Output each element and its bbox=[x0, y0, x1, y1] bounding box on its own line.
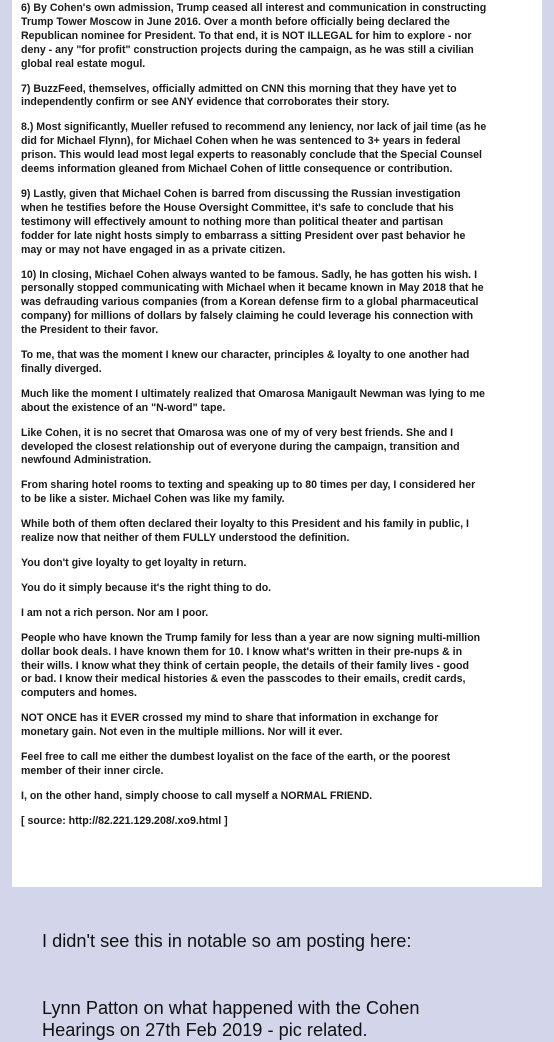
paragraph-not-rich: I am not a rich person. Nor am I poor. bbox=[21, 606, 209, 619]
paragraph-omarosa-tape: Much like the moment I ultimately realized that Omarosa Manigault Newman was lying to me about the existence of an "N-word" tape. bbox=[21, 387, 485, 414]
paragraph-9: 9) Lastly, given that Michael Cohen is barred from discussing the Russian investigation when he testifies before the House Oversight Committee, it's safe to conclude that his testimony will effectively amount to nothing more than political theater and partisan fodder for late night hosts simply to embarrass a sitting President over past behavior he may or may not have engaged in as a private citizen. bbox=[21, 187, 466, 256]
paragraph-feel-free: Feel free to call me either the dumbest loyalist on the face of the earth, or the poorest member of their inner circle. bbox=[21, 751, 451, 777]
caption-gap bbox=[42, 952, 532, 974]
paragraph-loyalty-return: You don't give loyalty to get loyalty in return. bbox=[21, 557, 247, 569]
caption-line-2: Lynn Patton on what happened with the Cohen Hearings on 27th Feb 2019 - pic related. bbox=[42, 997, 420, 1040]
source-line: [ source: http://82.221.129.208/.xo9.html ] bbox=[21, 814, 228, 827]
paragraph-8: 8.) Most significantly, Mueller refused to recommend any leniency, nor lack of jail time (as he did for Michael Flynn), for Michael Cohen when he was sentenced to 3+ years in federal prison. This would lead most legal experts to reasonably conclude that the Special Counsel deems information gleaned from Michael Cohen of little consequence or contribution. bbox=[21, 121, 487, 176]
paragraph-6: 6) By Cohen's own admission, Trump ceased all interest and communication in constructing Trump Tower Moscow in June 2016. Over a month before officially being declared the Republican nominee for President. To that end, it is NOT ILLEGAL for him to explore - nor deny - any "for profit" construction projects during the campaign, as he was still a civilian global real estate mogul. bbox=[21, 2, 487, 70]
screenshot-document bbox=[12, 0, 542, 887]
paragraph-sister: From sharing hotel rooms to texting and speaking up to 80 times per day, I considered her to be like a sister. Michael Cohen was like my family. bbox=[21, 479, 476, 506]
paragraph-loyalty-public: While both of them often declared their loyalty to this President and his family in public, I realize now that neither of them FULLY understood the definition. bbox=[21, 518, 469, 545]
paragraph-10: 10) In closing, Michael Cohen always wanted to be famous. Sadly, he has gotten his wish. I personally stopped communicating with Michael when it became known in May 2018 that he was defrauding various companies (from a Korean defense firm to a global pharmaceutical company) for millions of dollars by falsely claiming he could leverage his connection with the President to their favor. bbox=[21, 268, 484, 337]
caption-line-1: I didn't see this in notable so am posting here: bbox=[42, 930, 412, 951]
paragraph-not-once: NOT ONCE has it EVER crossed my mind to share that information in exchange for monetary gain. Not even in the multiple millions. Nor will it ever. bbox=[21, 712, 439, 739]
post-caption bbox=[42, 907, 532, 1042]
paragraph-omarosa-friend: Like Cohen, it is no secret that Omarosa was one of my of very best friends. She and I developed the closest relationship out of everyone during the campaign, transition and newfound Administration. bbox=[21, 426, 460, 467]
paragraph-moment: To me, that was the moment I knew our character, principles & loyalty to one another had finally diverged. bbox=[21, 349, 470, 375]
paragraph-normal-friend: I, on the other hand, simply choose to call myself a NORMAL FRIEND. bbox=[21, 789, 373, 802]
paragraph-right-thing: You do it simply because it's the right thing to do. bbox=[21, 581, 272, 594]
paragraph-book-deals: People who have known the Trump family for less than a year are now signing multi-million dollar book deals. I have known them for 10. I know what's written in their pre-nups & in their wills. I know what they think of certain people, the details of their family lives - good or bad. I know their medical histories & even the passcodes to their emails, credit cards, computers and homes. bbox=[21, 631, 481, 700]
paragraph-7: 7) BuzzFeed, themselves, officially admitted on CNN this morning that they have yet to independently confirm or see ANY evidence that corroborates their story. bbox=[21, 82, 457, 109]
